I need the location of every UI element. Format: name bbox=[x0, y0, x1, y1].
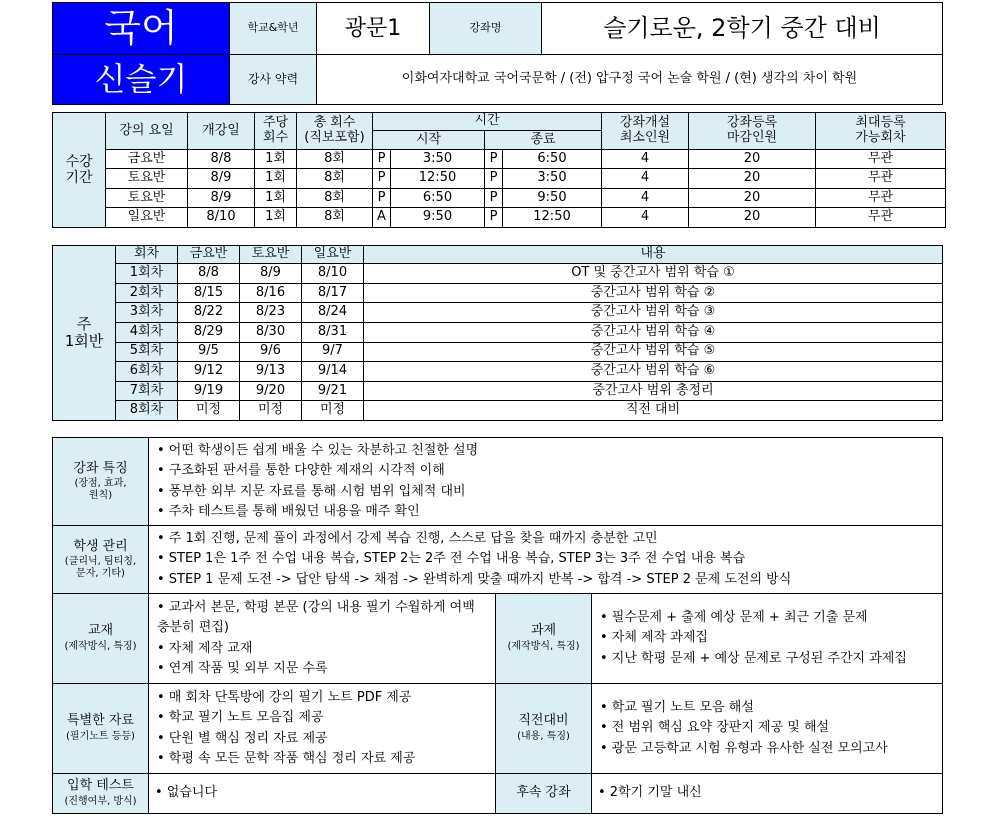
schedule-end-ampm: P bbox=[485, 188, 503, 208]
follow-up-label: 후속 강좌 bbox=[496, 774, 592, 814]
bio-label: 강사 약력 bbox=[230, 55, 317, 105]
plan-content: 중간고사 범위 학습 ④ bbox=[364, 322, 943, 342]
plan-session: 3회차 bbox=[116, 303, 178, 323]
plan-row bbox=[53, 264, 943, 284]
features-item: • 어떤 학생이든 쉽게 배울 수 있는 차분하고 친절한 설명 bbox=[157, 442, 479, 458]
plan-sat: 8/30 bbox=[240, 322, 302, 342]
plan-fri: 8/15 bbox=[178, 283, 240, 303]
homework-item: • 지난 학평 문제 + 예상 문제로 구성된 주간지 과제집 bbox=[600, 650, 907, 666]
plan-fri: 미정 bbox=[178, 401, 240, 421]
plan-fri: 9/19 bbox=[178, 381, 240, 401]
plan-session: 1회차 bbox=[116, 264, 178, 284]
materials-item: • 단원 별 핵심 정리 자료 제공 bbox=[157, 730, 328, 746]
schedule-end: 12:50 bbox=[503, 208, 602, 228]
management-item: • STEP 1은 1주 전 수업 내용 복습, STEP 2는 2주 전 수업 내용 복습, STEP 3는 3주 전 수업 내용 복습 bbox=[157, 551, 746, 567]
schedule-limit: 무관 bbox=[816, 149, 946, 169]
schedule-date: 8/9 bbox=[188, 169, 255, 189]
final-prep-content bbox=[592, 684, 943, 774]
schedule-start-ampm: A bbox=[373, 208, 391, 228]
textbook-item: • 자체 제작 교재 bbox=[157, 640, 253, 656]
schedule-limit: 무관 bbox=[816, 208, 946, 228]
details-table bbox=[52, 437, 943, 814]
textbook-item: • 교과서 본문, 학평 본문 (강의 내용 필기 수월하게 여백 충분히 편집) bbox=[157, 599, 475, 635]
homework-content bbox=[592, 594, 943, 684]
plan-fri: 9/12 bbox=[178, 362, 240, 382]
schedule-min: 4 bbox=[602, 149, 689, 169]
schedule-min: 4 bbox=[602, 169, 689, 189]
plan-session: 4회차 bbox=[116, 322, 178, 342]
schedule-row bbox=[53, 208, 946, 228]
follow-up-value: • 2학기 기말 내신 bbox=[592, 774, 943, 814]
plan-sun: 8/24 bbox=[302, 303, 364, 323]
plan-session: 8회차 bbox=[116, 401, 178, 421]
col-start-date: 개강일 bbox=[188, 113, 255, 150]
plan-sat: 8/9 bbox=[240, 264, 302, 284]
col-time-start: 시작 bbox=[373, 131, 485, 149]
features-item: • 주차 테스트를 통해 배웠던 내용을 매주 확인 bbox=[157, 504, 420, 519]
col-limit: 최대등록 가능회차 bbox=[816, 113, 946, 150]
plan-content: 직전 대비 bbox=[364, 401, 943, 421]
plan-sun: 8/17 bbox=[302, 283, 364, 303]
col-weekly: 주당 회수 bbox=[255, 113, 297, 150]
schedule-weekly: 1회 bbox=[255, 188, 297, 208]
plan-content: 중간고사 범위 총정리 bbox=[364, 381, 943, 401]
plan-row bbox=[53, 342, 943, 362]
materials-item: • 학평 속 모든 문학 작품 핵심 정리 자료 제공 bbox=[157, 751, 416, 766]
school-grade-value: 광문1 bbox=[317, 3, 430, 55]
schedule-end-ampm: P bbox=[485, 169, 503, 189]
final-prep-item: • 학교 필기 노트 모음 해설 bbox=[600, 699, 754, 715]
course-name-label: 강좌명 bbox=[430, 3, 542, 55]
plan-session: 7회차 bbox=[116, 381, 178, 401]
final-prep-item: • 전 범위 핵심 요약 장판지 제공 및 해설 bbox=[600, 720, 830, 736]
col-content: 내용 bbox=[364, 246, 943, 264]
header-table bbox=[52, 2, 943, 105]
teacher-name: 신슬기 bbox=[53, 55, 230, 105]
schedule-row bbox=[53, 169, 946, 189]
bio-value: 이화여자대학교 국어국문학 / (전) 압구정 국어 논술 학원 / (현) 생각의 차이 학원 bbox=[317, 55, 943, 105]
col-sun: 일요반 bbox=[302, 246, 364, 264]
plan-content: 중간고사 범위 학습 ⑥ bbox=[364, 362, 943, 382]
plan-row bbox=[53, 401, 943, 421]
plan-sun: 9/21 bbox=[302, 381, 364, 401]
col-time: 시간 bbox=[373, 113, 602, 131]
plan-sat: 9/6 bbox=[240, 342, 302, 362]
schedule-limit: 무관 bbox=[816, 169, 946, 189]
plan-sat: 9/20 bbox=[240, 381, 302, 401]
plan-sat: 9/13 bbox=[240, 362, 302, 382]
schedule-weekly: 1회 bbox=[255, 208, 297, 228]
plan-fri: 8/8 bbox=[178, 264, 240, 284]
schedule-start-ampm: P bbox=[373, 169, 391, 189]
schedule-day: 토요반 bbox=[106, 188, 188, 208]
schedule-total: 8회 bbox=[297, 149, 373, 169]
plan-sat: 8/16 bbox=[240, 283, 302, 303]
plan-row bbox=[53, 283, 943, 303]
schedule-weekly: 1회 bbox=[255, 149, 297, 169]
schedule-day: 토요반 bbox=[106, 169, 188, 189]
plan-row bbox=[53, 381, 943, 401]
col-day: 강의 요일 bbox=[106, 113, 188, 150]
schedule-end: 6:50 bbox=[503, 149, 602, 169]
final-prep-item: • 광문 고등학교 시험 유형과 유사한 실전 모의고사 bbox=[600, 740, 888, 756]
plan-row bbox=[53, 303, 943, 323]
col-max: 강좌등록 마감인원 bbox=[689, 113, 816, 150]
col-sat: 토요반 bbox=[240, 246, 302, 264]
subject-title: 국어 bbox=[53, 3, 230, 55]
textbook-item: • 연계 작품 및 외부 지문 수록 bbox=[157, 661, 328, 676]
plan-sun: 9/14 bbox=[302, 362, 364, 382]
plan-session: 5회차 bbox=[116, 342, 178, 362]
materials-label: 특별한 자료 (필기노트 등등) bbox=[53, 684, 149, 774]
schedule-max: 20 bbox=[689, 188, 816, 208]
plan-session: 6회차 bbox=[116, 362, 178, 382]
school-grade-label: 학교&학년 bbox=[230, 3, 317, 55]
schedule-start: 12:50 bbox=[391, 169, 485, 189]
entrance-test-label: 입학 테스트 (진행여부, 방식) bbox=[53, 774, 149, 814]
materials-item: • 학교 필기 노트 모음집 제공 bbox=[157, 710, 324, 725]
plan-side-label: 주 1회반 bbox=[53, 246, 116, 421]
schedule-total: 8회 bbox=[297, 208, 373, 228]
schedule-total: 8회 bbox=[297, 188, 373, 208]
course-name-value: 슬기로운, 2학기 중간 대비 bbox=[542, 3, 943, 55]
schedule-limit: 무관 bbox=[816, 188, 946, 208]
col-time-end: 종료 bbox=[485, 131, 602, 149]
schedule-start: 3:50 bbox=[391, 149, 485, 169]
plan-content: OT 및 중간고사 범위 학습 ① bbox=[364, 264, 943, 284]
schedule-date: 8/9 bbox=[188, 188, 255, 208]
plan-fri: 8/22 bbox=[178, 303, 240, 323]
plan-content: 중간고사 범위 학습 ③ bbox=[364, 303, 943, 323]
schedule-start: 9:50 bbox=[391, 208, 485, 228]
schedule-end: 3:50 bbox=[503, 169, 602, 189]
schedule-side-label: 수강 기간 bbox=[53, 113, 106, 228]
schedule-start-ampm: P bbox=[373, 149, 391, 169]
col-session: 회차 bbox=[116, 246, 178, 264]
plan-row bbox=[53, 322, 943, 342]
schedule-max: 20 bbox=[689, 208, 816, 228]
management-content bbox=[149, 526, 943, 594]
schedule-day: 일요반 bbox=[106, 208, 188, 228]
schedule-start-ampm: P bbox=[373, 188, 391, 208]
schedule-max: 20 bbox=[689, 149, 816, 169]
schedule-weekly: 1회 bbox=[255, 169, 297, 189]
features-item: • 구조화된 판서를 통한 다양한 제재의 시각적 이해 bbox=[157, 463, 445, 478]
plan-session: 2회차 bbox=[116, 283, 178, 303]
plan-table bbox=[52, 245, 943, 421]
features-content bbox=[149, 438, 943, 526]
schedule-end-ampm: P bbox=[485, 149, 503, 169]
homework-item: • 필수문제 + 출제 예상 문제 + 최근 기출 문제 bbox=[600, 609, 868, 625]
plan-sun: 8/31 bbox=[302, 322, 364, 342]
schedule-day: 금요반 bbox=[106, 149, 188, 169]
homework-item: • 자체 제작 과제집 bbox=[600, 630, 708, 646]
col-total: 총 회수 (직보포함) bbox=[297, 113, 373, 150]
management-label: 학생 관리 (클리닉, 팀티칭, 문자, 기타) bbox=[53, 526, 149, 594]
schedule-min: 4 bbox=[602, 208, 689, 228]
schedule-row bbox=[53, 149, 946, 169]
textbook-content bbox=[149, 594, 496, 684]
management-item: • STEP 1 문제 도전 -> 답안 탐색 -> 채점 -> 완벽하게 맞출 때까지 반복 -> 합격 -> STEP 2 문제 도전의 방식 bbox=[157, 571, 792, 587]
features-item: • 풍부한 외부 지문 자료를 통해 시험 범위 입체적 대비 bbox=[157, 483, 466, 499]
schedule-date: 8/10 bbox=[188, 208, 255, 228]
textbook-label: 교재 (제작방식, 특징) bbox=[53, 594, 149, 684]
schedule-date: 8/8 bbox=[188, 149, 255, 169]
schedule-total: 8회 bbox=[297, 169, 373, 189]
plan-fri: 8/29 bbox=[178, 322, 240, 342]
plan-row bbox=[53, 362, 943, 382]
final-prep-label: 직전대비 (내용, 특징) bbox=[496, 684, 592, 774]
homework-label: 과제 (제작방식, 특징) bbox=[496, 594, 592, 684]
plan-sat: 8/23 bbox=[240, 303, 302, 323]
schedule-start: 6:50 bbox=[391, 188, 485, 208]
management-item: • 주 1회 진행, 문제 풀이 과정에서 강제 복습 진행, 스스로 답을 찾을 때까지 충분한 고민 bbox=[157, 530, 658, 546]
schedule-table bbox=[52, 112, 946, 228]
schedule-end-ampm: P bbox=[485, 208, 503, 228]
plan-fri: 9/5 bbox=[178, 342, 240, 362]
plan-content: 중간고사 범위 학습 ⑤ bbox=[364, 342, 943, 362]
materials-item: • 매 회차 단톡방에 강의 필기 노트 PDF 제공 bbox=[157, 689, 412, 705]
plan-sat: 미정 bbox=[240, 401, 302, 421]
plan-sun: 8/10 bbox=[302, 264, 364, 284]
plan-sun: 9/7 bbox=[302, 342, 364, 362]
schedule-min: 4 bbox=[602, 188, 689, 208]
materials-content bbox=[149, 684, 496, 774]
entrance-test-value: • 없습니다 bbox=[149, 774, 496, 814]
schedule-max: 20 bbox=[689, 169, 816, 189]
features-label: 강좌 특징 (장점, 효과, 원칙) bbox=[53, 438, 149, 526]
schedule-end: 9:50 bbox=[503, 188, 602, 208]
plan-content: 중간고사 범위 학습 ② bbox=[364, 283, 943, 303]
schedule-row bbox=[53, 188, 946, 208]
plan-sun: 미정 bbox=[302, 401, 364, 421]
col-min: 강좌개설 최소인원 bbox=[602, 113, 689, 150]
col-fri: 금요반 bbox=[178, 246, 240, 264]
